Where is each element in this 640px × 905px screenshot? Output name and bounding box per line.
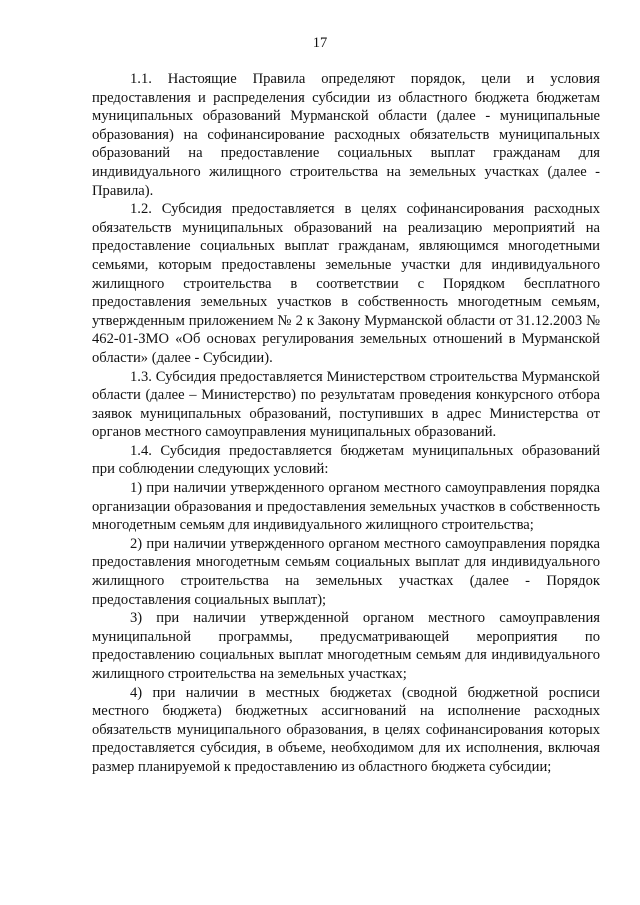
paragraph-1-2: 1.2. Субсидия предоставляется в целях софинансирования расходных обязательств муниципальных образований на реализацию мероприятий на предоставление социальных выплат гражданам, являющимся многодетными семьями, которым предоставлены земельные участки для индивидуального жилищного строительства в соответствии с Порядком бесплатного предоставления земельных участков в собственность многодетным семьям, утвержденным приложением № 2 к Закону Мурманской области от 31.12.2003 № 462-01-ЗМО «Об основах регулирования земельных отношений в Мурманской области» (далее - Субсидии). xyxy=(92,201,600,366)
condition-item-3: 3) при наличии утвержденной органом местного самоуправления муниципальной программы, предусматривающей мероприятия по предоставлению социальных выплат многодетным семьям для индивидуального жилищного строительства на земельных участках; xyxy=(92,610,600,682)
paragraph-1-3: 1.3. Субсидия предоставляется Министерством строительства Мурманской области (далее – Министерство) по результатам проведения конкурсного отбора заявок муниципальных образований, поступивших в адрес Министерства от органов местного самоуправления муниципальных образований. xyxy=(92,368,600,441)
paragraph-1-1: 1.1. Настоящие Правила определяют порядок, цели и условия предоставления и распределения субсидии из областного бюджета бюджетам муниципальных образований Мурманской области (далее - муниципальные образования) на софинансирование расходных обязательств муниципальных образований на предоставление социальных выплат гражданам для индивидуального жилищного строительства на земельных участках (далее - Правила). xyxy=(92,71,600,199)
condition-item-1: 1) при наличии утвержденного органом местного самоуправления порядка организации образования и предоставления земельных участков в собственность многодетным семьям для индивидуального жилищного строительства; xyxy=(92,480,600,534)
condition-item-4: 4) при наличии в местных бюджетах (сводной бюджетной росписи местного бюджета) бюджетных ассигнований на исполнение расходных обязательств муниципального образования, в целях софинансирования которых предоставляется субсидия, в объеме, необходимом для их исполнения, включая размер планируемой к предоставлению из областного бюджета субсидии; xyxy=(92,684,600,775)
document-body xyxy=(92,70,600,777)
paragraph-1-4: 1.4. Субсидия предоставляется бюджетам муниципальных образований при соблюдении следующих условий: xyxy=(92,442,600,478)
condition-item-2: 2) при наличии утвержденного органом местного самоуправления порядка предоставления многодетным семьям социальных выплат для индивидуального жилищного строительства на земельных участках (далее - Порядок предоставления социальных выплат); xyxy=(92,535,600,608)
page-number: 17 xyxy=(312,35,328,51)
